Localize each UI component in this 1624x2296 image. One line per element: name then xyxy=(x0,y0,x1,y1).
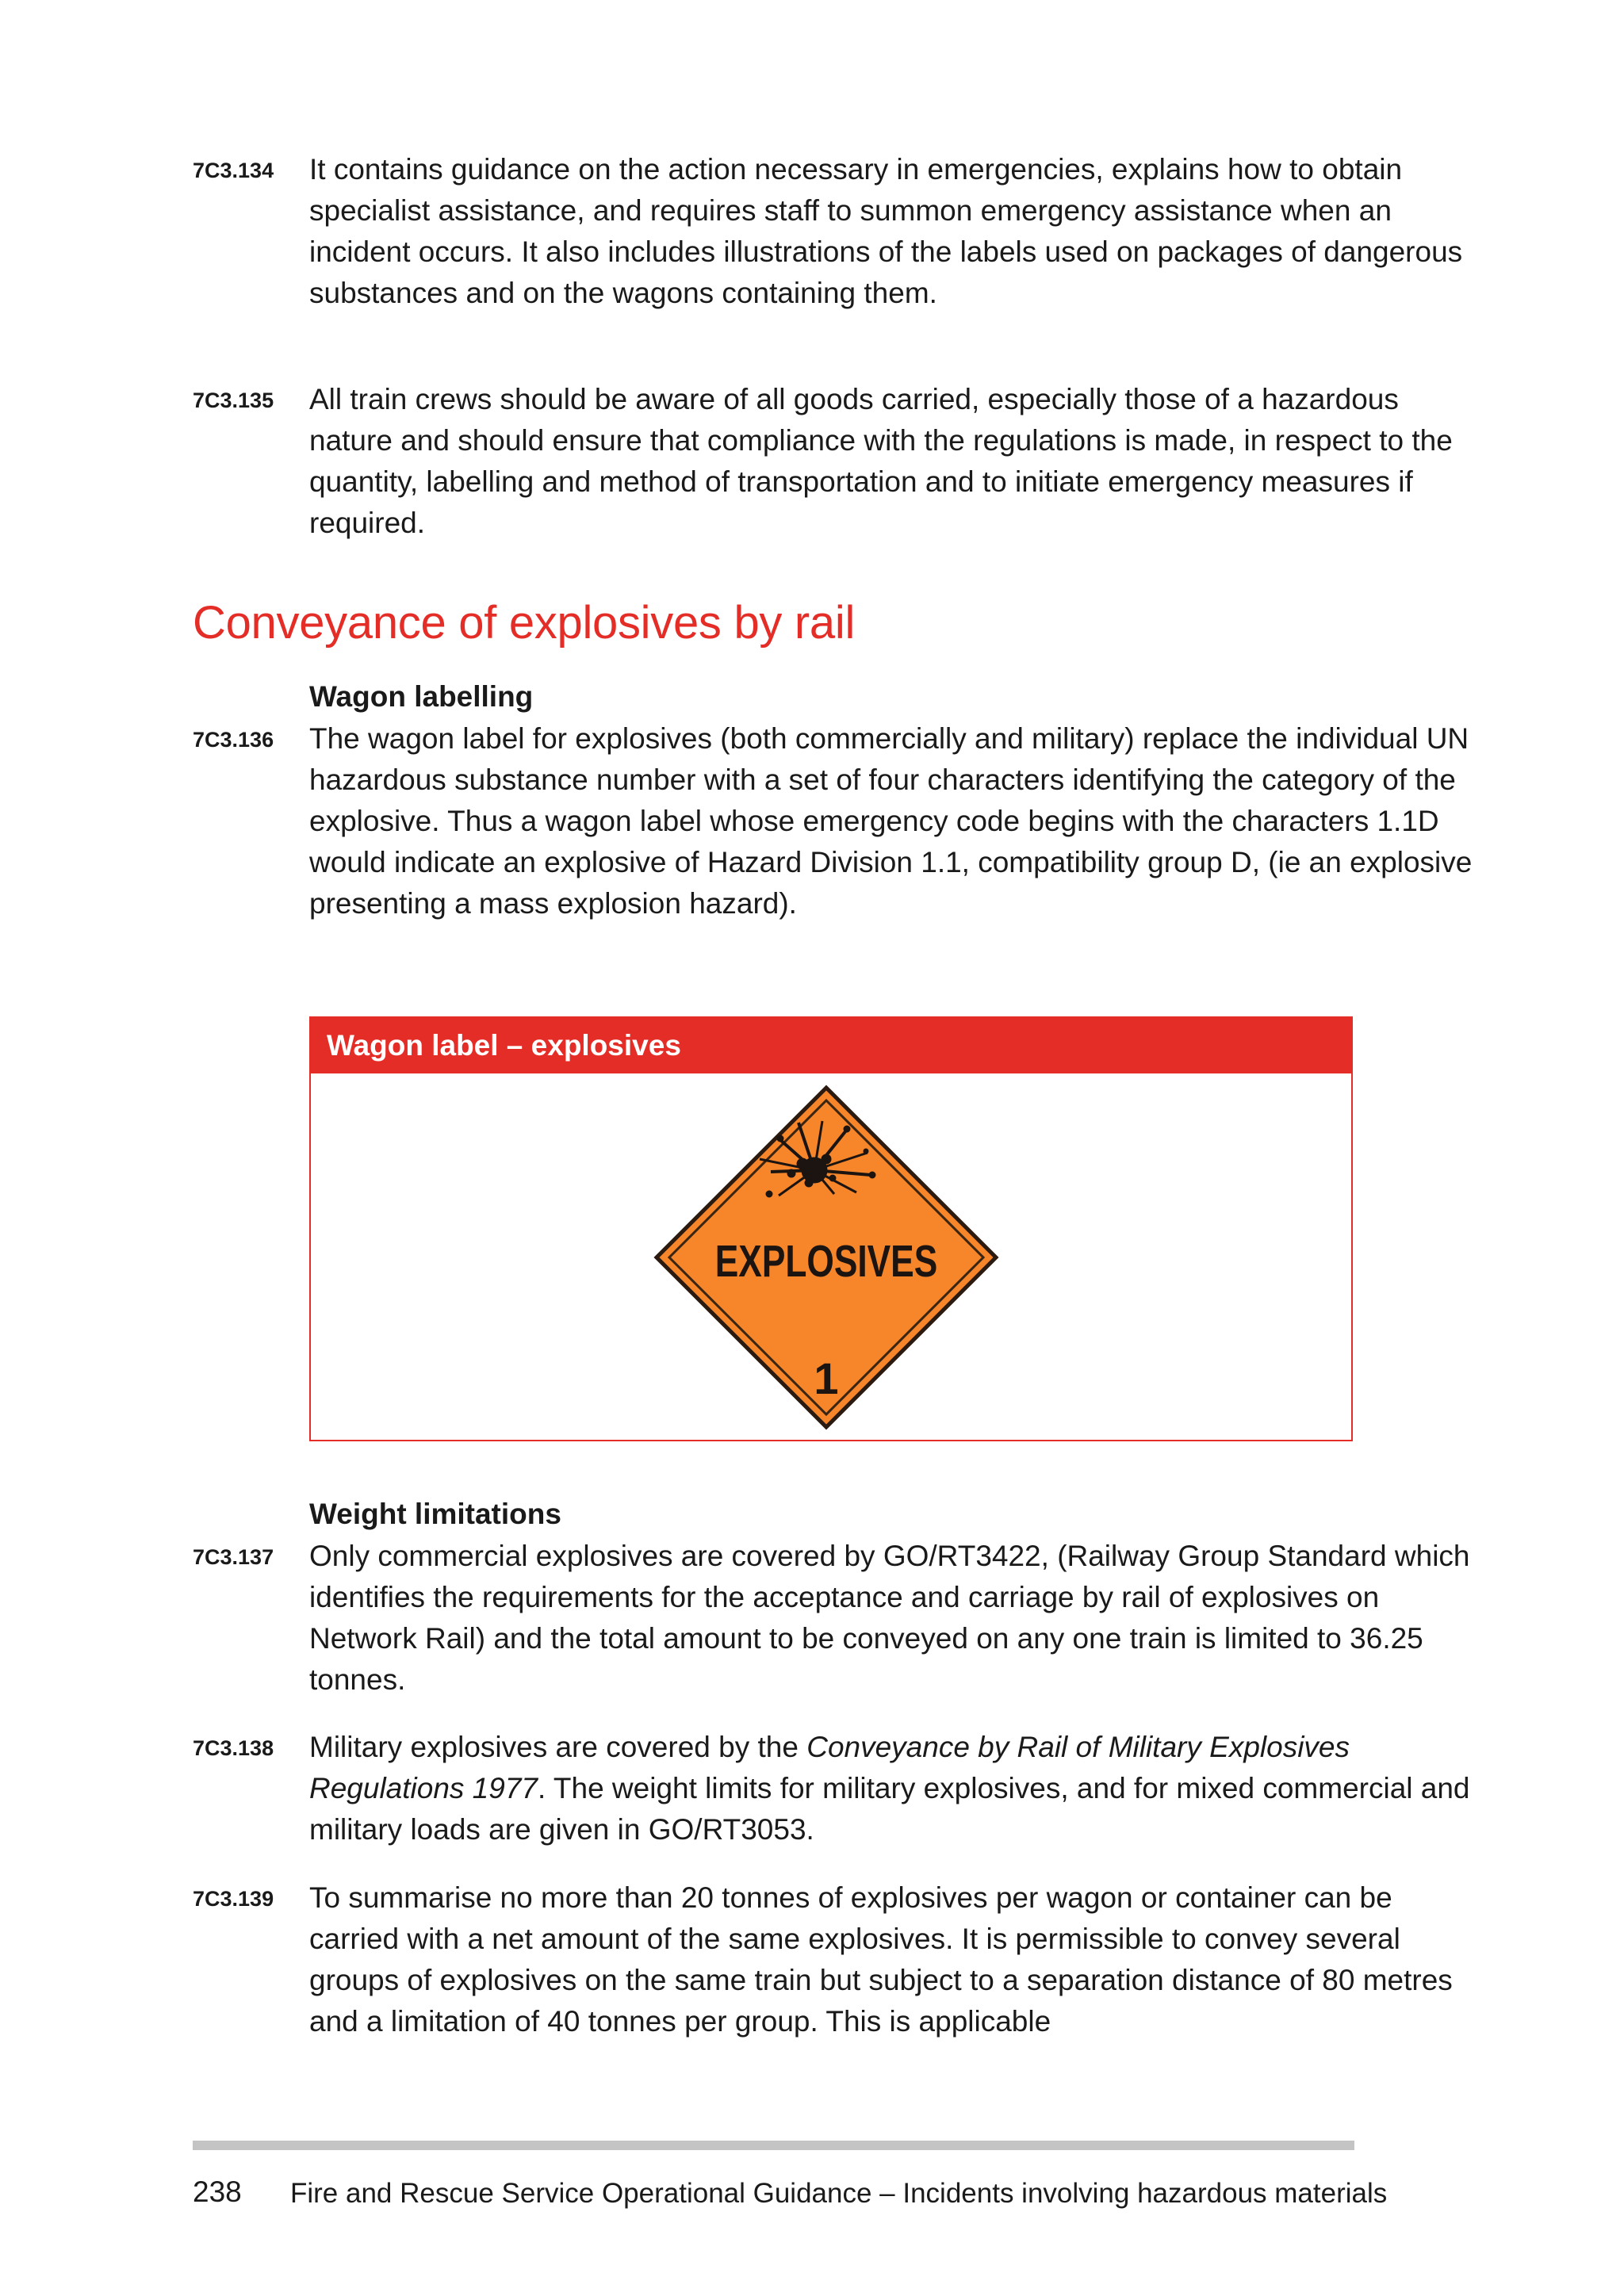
figure-body xyxy=(311,1073,1351,1441)
subheading-wagon-labelling: Wagon labelling xyxy=(309,680,534,713)
paragraph-7c3-137 xyxy=(193,1536,1470,1701)
wagon-label-figure xyxy=(309,1016,1353,1441)
footer-divider xyxy=(193,2141,1354,2150)
paragraph-text-end: . The weight limits for military explosives, and for mixed commercial and military loads are given in GO/RT3053. xyxy=(309,1772,1470,1846)
paragraph-number: 7C3.138 xyxy=(193,1736,274,1760)
paragraph-number: 7C3.136 xyxy=(193,728,274,752)
page-number: 238 xyxy=(193,2175,242,2208)
section-title: Conveyance of explosives by rail xyxy=(193,597,856,649)
paragraph-7c3-134 xyxy=(193,149,1463,314)
paragraph-7c3-135 xyxy=(193,379,1453,544)
paragraph-text-start: Military explosives are covered by the xyxy=(309,1731,807,1763)
paragraph-text: Only commercial explosives are covered by GO/RT3422, (Railway Group Standard which identifies the requirements for the acceptance and carriage by rail of explosives on Network Rail) and the total amount to be conveyed on any one train is limited to 36.25 tonnes. xyxy=(309,1540,1470,1696)
paragraph-text: To summarise no more than 20 tonnes of explosives per wagon or container can be carried with a net amount of the same explosives. It is permissible to convey several groups of explosives on the same train but subject to a separation distance of 80 metres and a limitation of 40 tonnes per group. This is applicable xyxy=(309,1881,1453,2038)
paragraph-7c3-136 xyxy=(193,718,1473,924)
placard-class-number: 1 xyxy=(814,1353,839,1403)
paragraph-text: It contains guidance on the action necessary in emergencies, explains how to obtain specialist assistance, and requires staff to summon emergency assistance when an incident occurs. It also includes illustrations of the labels used on packages of dangerous substances and on the wagons containing them. xyxy=(309,153,1463,309)
figure-header: Wagon label – explosives xyxy=(311,1018,1351,1073)
regulation-title: Conveyance by Rail of Military Explosives Regulations 1977 xyxy=(309,1731,1350,1804)
footer-title: Fire and Rescue Service Operational Guidance – Incidents involving hazardous materials xyxy=(290,2178,1388,2209)
paragraph-number: 7C3.139 xyxy=(193,1887,274,1911)
paragraph-number: 7C3.137 xyxy=(193,1545,274,1569)
paragraph-text: All train crews should be aware of all goods carried, especially those of a hazardous nature and should ensure that compliance with the regulations is made, in respect to the quantity, labelling and method of transportation and to initiate emergency measures if required. xyxy=(309,383,1453,539)
paragraph-7c3-139 xyxy=(193,1877,1453,2042)
paragraph-text xyxy=(309,1727,1483,1850)
paragraph-number: 7C3.135 xyxy=(193,388,274,412)
paragraph-7c3-138 xyxy=(193,1727,1470,1850)
explosives-placard-icon xyxy=(652,1083,1001,1432)
paragraph-number: 7C3.134 xyxy=(193,159,274,182)
paragraph-text: The wagon label for explosives (both commercially and military) replace the individual UN hazardous substance number with a set of four characters identifying the category of the explosive. Thus a wagon label whose emergency code begins with the characters 1.1D would indicate an explosive of Hazard Division 1.1, compatibility group D, (ie an explosive presenting a mass explosion hazard). xyxy=(309,722,1473,920)
placard-text: EXPLOSIVES xyxy=(714,1235,938,1287)
subheading-weight-limitations: Weight limitations xyxy=(309,1498,561,1530)
